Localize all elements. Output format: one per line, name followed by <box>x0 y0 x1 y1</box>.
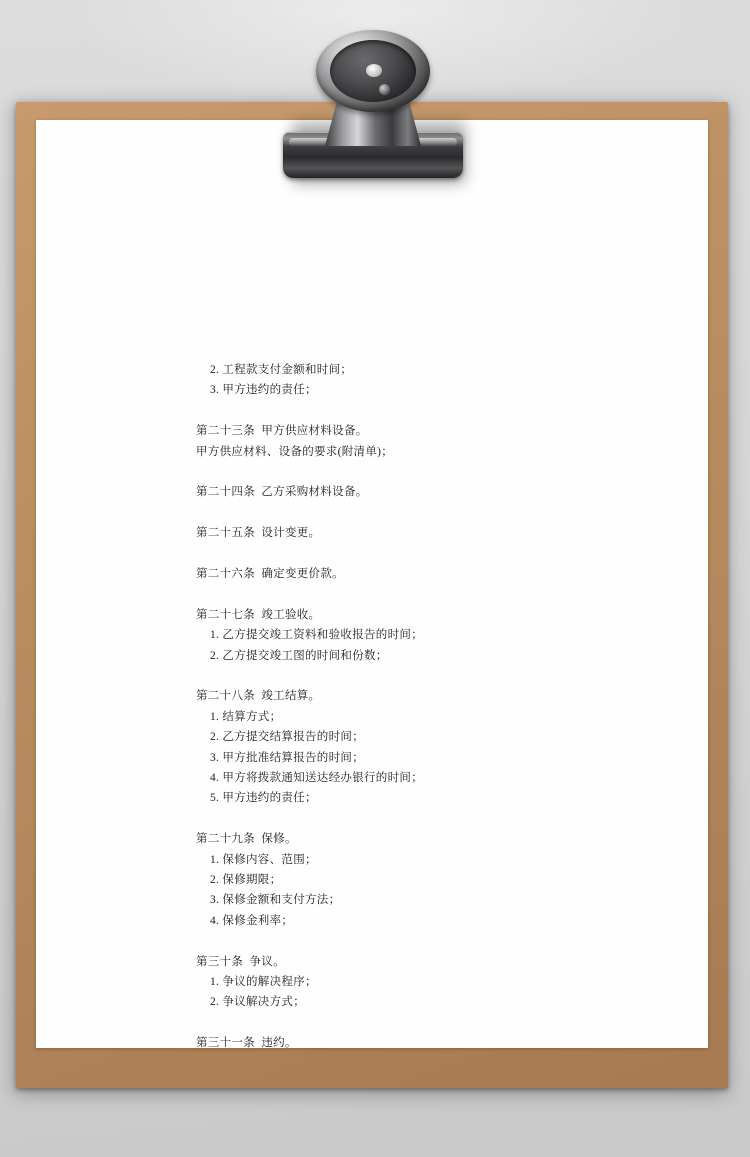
clip-hinge-rivet <box>379 84 390 95</box>
document-blank-line <box>196 1013 656 1033</box>
document-line: 第三十一条 违约。 <box>196 1037 297 1050</box>
document-text-body <box>196 360 656 1054</box>
document-line: 第二十七条 竣工验收。 <box>196 608 321 621</box>
document-line: 5. 甲方违约的责任； <box>210 792 317 805</box>
document-blank-line <box>196 931 656 951</box>
document-blank-line <box>196 666 656 686</box>
document-line: 1. 乙方提交竣工资料和验收报告的时间； <box>210 629 423 642</box>
document-line: 甲方供应材料、设备的要求(附清单)； <box>196 445 394 458</box>
document-blank-line <box>196 584 656 604</box>
clipboard-board <box>16 102 728 1088</box>
document-line: 1. 争议的解决程序； <box>210 976 317 989</box>
clip-disc-inner <box>330 40 416 102</box>
document-line: 第三十条 争议。 <box>196 955 285 968</box>
document-line: 3. 甲方批准结算报告的时间； <box>210 751 364 764</box>
document-line: 1. 保修内容、范围； <box>210 853 317 866</box>
document-line: 1. 结算方式； <box>210 710 282 723</box>
document-paper <box>36 120 708 1048</box>
document-line: 第二十八条 竣工结算。 <box>196 690 321 703</box>
document-line: 第二十五条 设计变更。 <box>196 527 321 540</box>
document-blank-line <box>196 462 656 482</box>
document-blank-line <box>196 401 656 421</box>
document-line: 第二十四条 乙方采购材料设备。 <box>196 486 368 499</box>
document-blank-line <box>196 503 656 523</box>
document-blank-line <box>196 809 656 829</box>
clip-disc <box>316 30 430 112</box>
document-line: 2. 乙方提交结算报告的时间； <box>210 731 364 744</box>
document-line: 第二十三条 甲方供应材料设备。 <box>196 425 368 438</box>
clip-disc-highlight <box>366 64 382 77</box>
document-blank-line <box>196 544 656 564</box>
document-line: 3. 保修金额和支付方法； <box>210 894 341 907</box>
clipboard-clip[interactable] <box>283 22 468 177</box>
document-line: 4. 甲方将拨款通知送达经办银行的时间； <box>210 772 423 785</box>
document-line: 2. 争议解决方式； <box>210 996 305 1009</box>
document-line: 第二十六条 确定变更价款。 <box>196 568 344 580</box>
document-line: 3. 甲方违约的责任； <box>210 384 317 397</box>
document-line: 4. 保修金利率； <box>210 914 294 927</box>
document-line: 2. 工程款支付金额和时间； <box>210 364 353 376</box>
document-line: 2. 保修期限； <box>210 874 282 887</box>
document-line: 第二十九条 保修。 <box>196 833 297 846</box>
document-line: 2. 乙方提交竣工图的时间和份数； <box>210 649 388 662</box>
